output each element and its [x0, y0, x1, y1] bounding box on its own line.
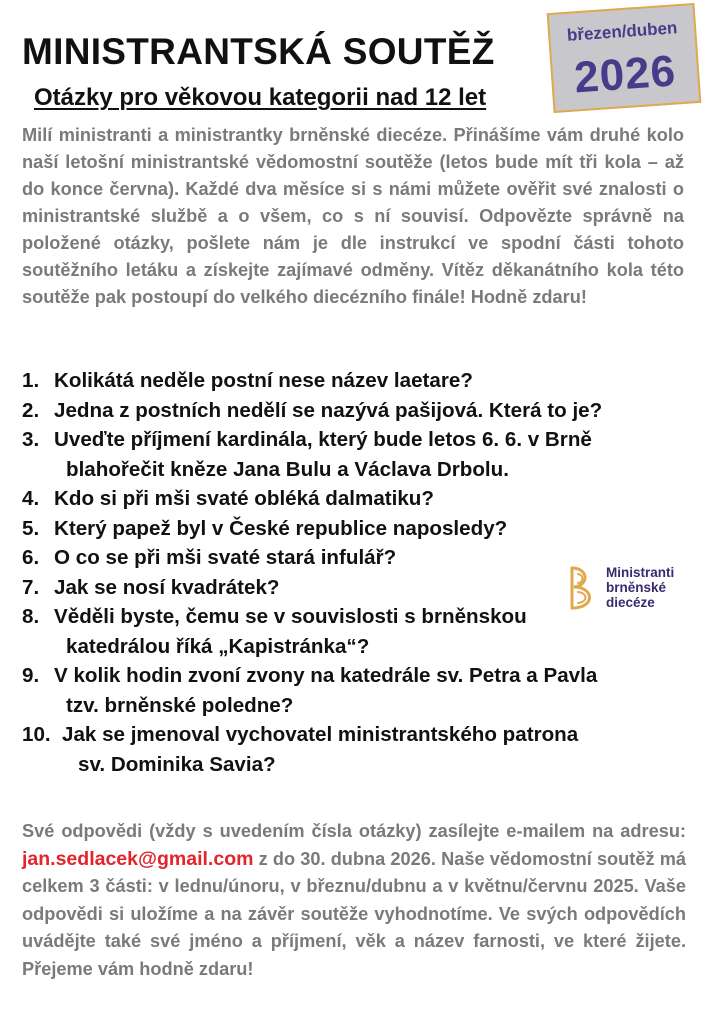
date-badge [547, 3, 702, 113]
question-item [22, 720, 692, 779]
question-item [22, 366, 692, 396]
logo-line: diecéze [606, 595, 655, 610]
instructions-text: z do 30. dubna 2026. Naše vědomostní soutěž má celkem 3 části: v lednu/únoru, v březnu/dubnu a v květnu/červnu 2025. Vaše odpovědi si uložíme a na závěr soutěže vyhodnotíme. Ve svých odpovědích uvádějte také své jméno a příjmení, věk a název farnosti, ve které žijete. Přejeme vám hodně zdaru! [22, 848, 686, 979]
logo-text [606, 565, 674, 610]
question-text-continuation: sv. Dominika Savia? [78, 752, 276, 776]
question-number: 9. [22, 664, 40, 687]
question-number: 5. [22, 516, 40, 540]
question-number: 1. [22, 369, 40, 392]
question-item [22, 425, 692, 484]
question-text: Uveďte příjmení kardinála, který bude letos 6. 6. v Brně [54, 428, 592, 451]
question-text: Kdo si při mši svaté obléká dalmatiku? [54, 487, 434, 510]
badge-year: 2026 [572, 46, 678, 103]
question-number: 2. [22, 398, 40, 422]
question-number: 4. [22, 487, 40, 510]
question-text-continuation: blahořečit kněze Jana Bulu a Václava Drbolu. [66, 457, 509, 481]
question-item [22, 661, 692, 720]
logo-line: brněnské [606, 580, 667, 595]
ministranti-logo-icon [566, 565, 598, 611]
question-text: Jedna z postních nedělí se nazývá pašijová. Která to je? [54, 398, 603, 422]
question-text: Kolikátá neděle postní nese název laetare? [54, 369, 473, 392]
question-number: 6. [22, 546, 40, 569]
ministranti-logo [566, 563, 696, 615]
question-number: 8. [22, 605, 40, 628]
question-number: 10. [22, 723, 51, 746]
instructions-paragraph [22, 818, 686, 983]
question-text: Jak se jmenoval vychovatel ministrantského patrona [62, 723, 579, 746]
logo-line: Ministranti [606, 565, 675, 580]
page-subtitle: Otázky pro věkovou kategorii nad 12 let [34, 84, 487, 111]
question-text-continuation: katedrálou říká „Kapistránka“? [66, 634, 370, 658]
question-item [22, 484, 692, 514]
question-text: Který papež byl v České republice naposledy? [54, 516, 508, 540]
question-text-continuation: tzv. brněnské poledne? [66, 693, 294, 717]
question-text: Věděli byste, čemu se v souvislosti s brněnskou [54, 605, 527, 628]
question-item [22, 514, 692, 544]
question-text: V kolik hodin zvoní zvony na katedrále sv. Petra a Pavla [54, 664, 598, 687]
page-title: MINISTRANTSKÁ SOUTĚŽ [22, 31, 495, 72]
question-text: O co se při mši svaté stará infulář? [54, 546, 397, 569]
question-item [22, 396, 692, 426]
question-number: 7. [22, 575, 40, 599]
intro-paragraph: Milí ministranti a ministrantky brněnské diecéze. Přinášíme vám druhé kolo naší letošní ministrantské vědomostní soutěže (letos bude mít tři kola – až do konce června). Každé dva měsíce si s námi můžete ověřit své znalosti o ministrantské službě a o všem, co s ní souvisí. Odpovězte správně na položené otázky, pošlete nám je dle instrukcí ve spodní části tohoto soutěžního letáku a získejte zajímavé odměny. Vítěz děkanátního kola této soutěže pak postoupí do velkého diecézního finále! Hodně zdaru! [22, 125, 684, 307]
instructions-text: Své odpovědi (vždy s uvedením čísla otázky) zasílejte e-mailem na adresu: [22, 821, 686, 841]
email-link[interactable]: jan.sedlacek@gmail.com [22, 847, 254, 870]
question-text: Jak se nosí kvadrátek? [54, 575, 280, 599]
question-number: 3. [22, 428, 40, 451]
badge-months: březen/duben [566, 18, 678, 45]
